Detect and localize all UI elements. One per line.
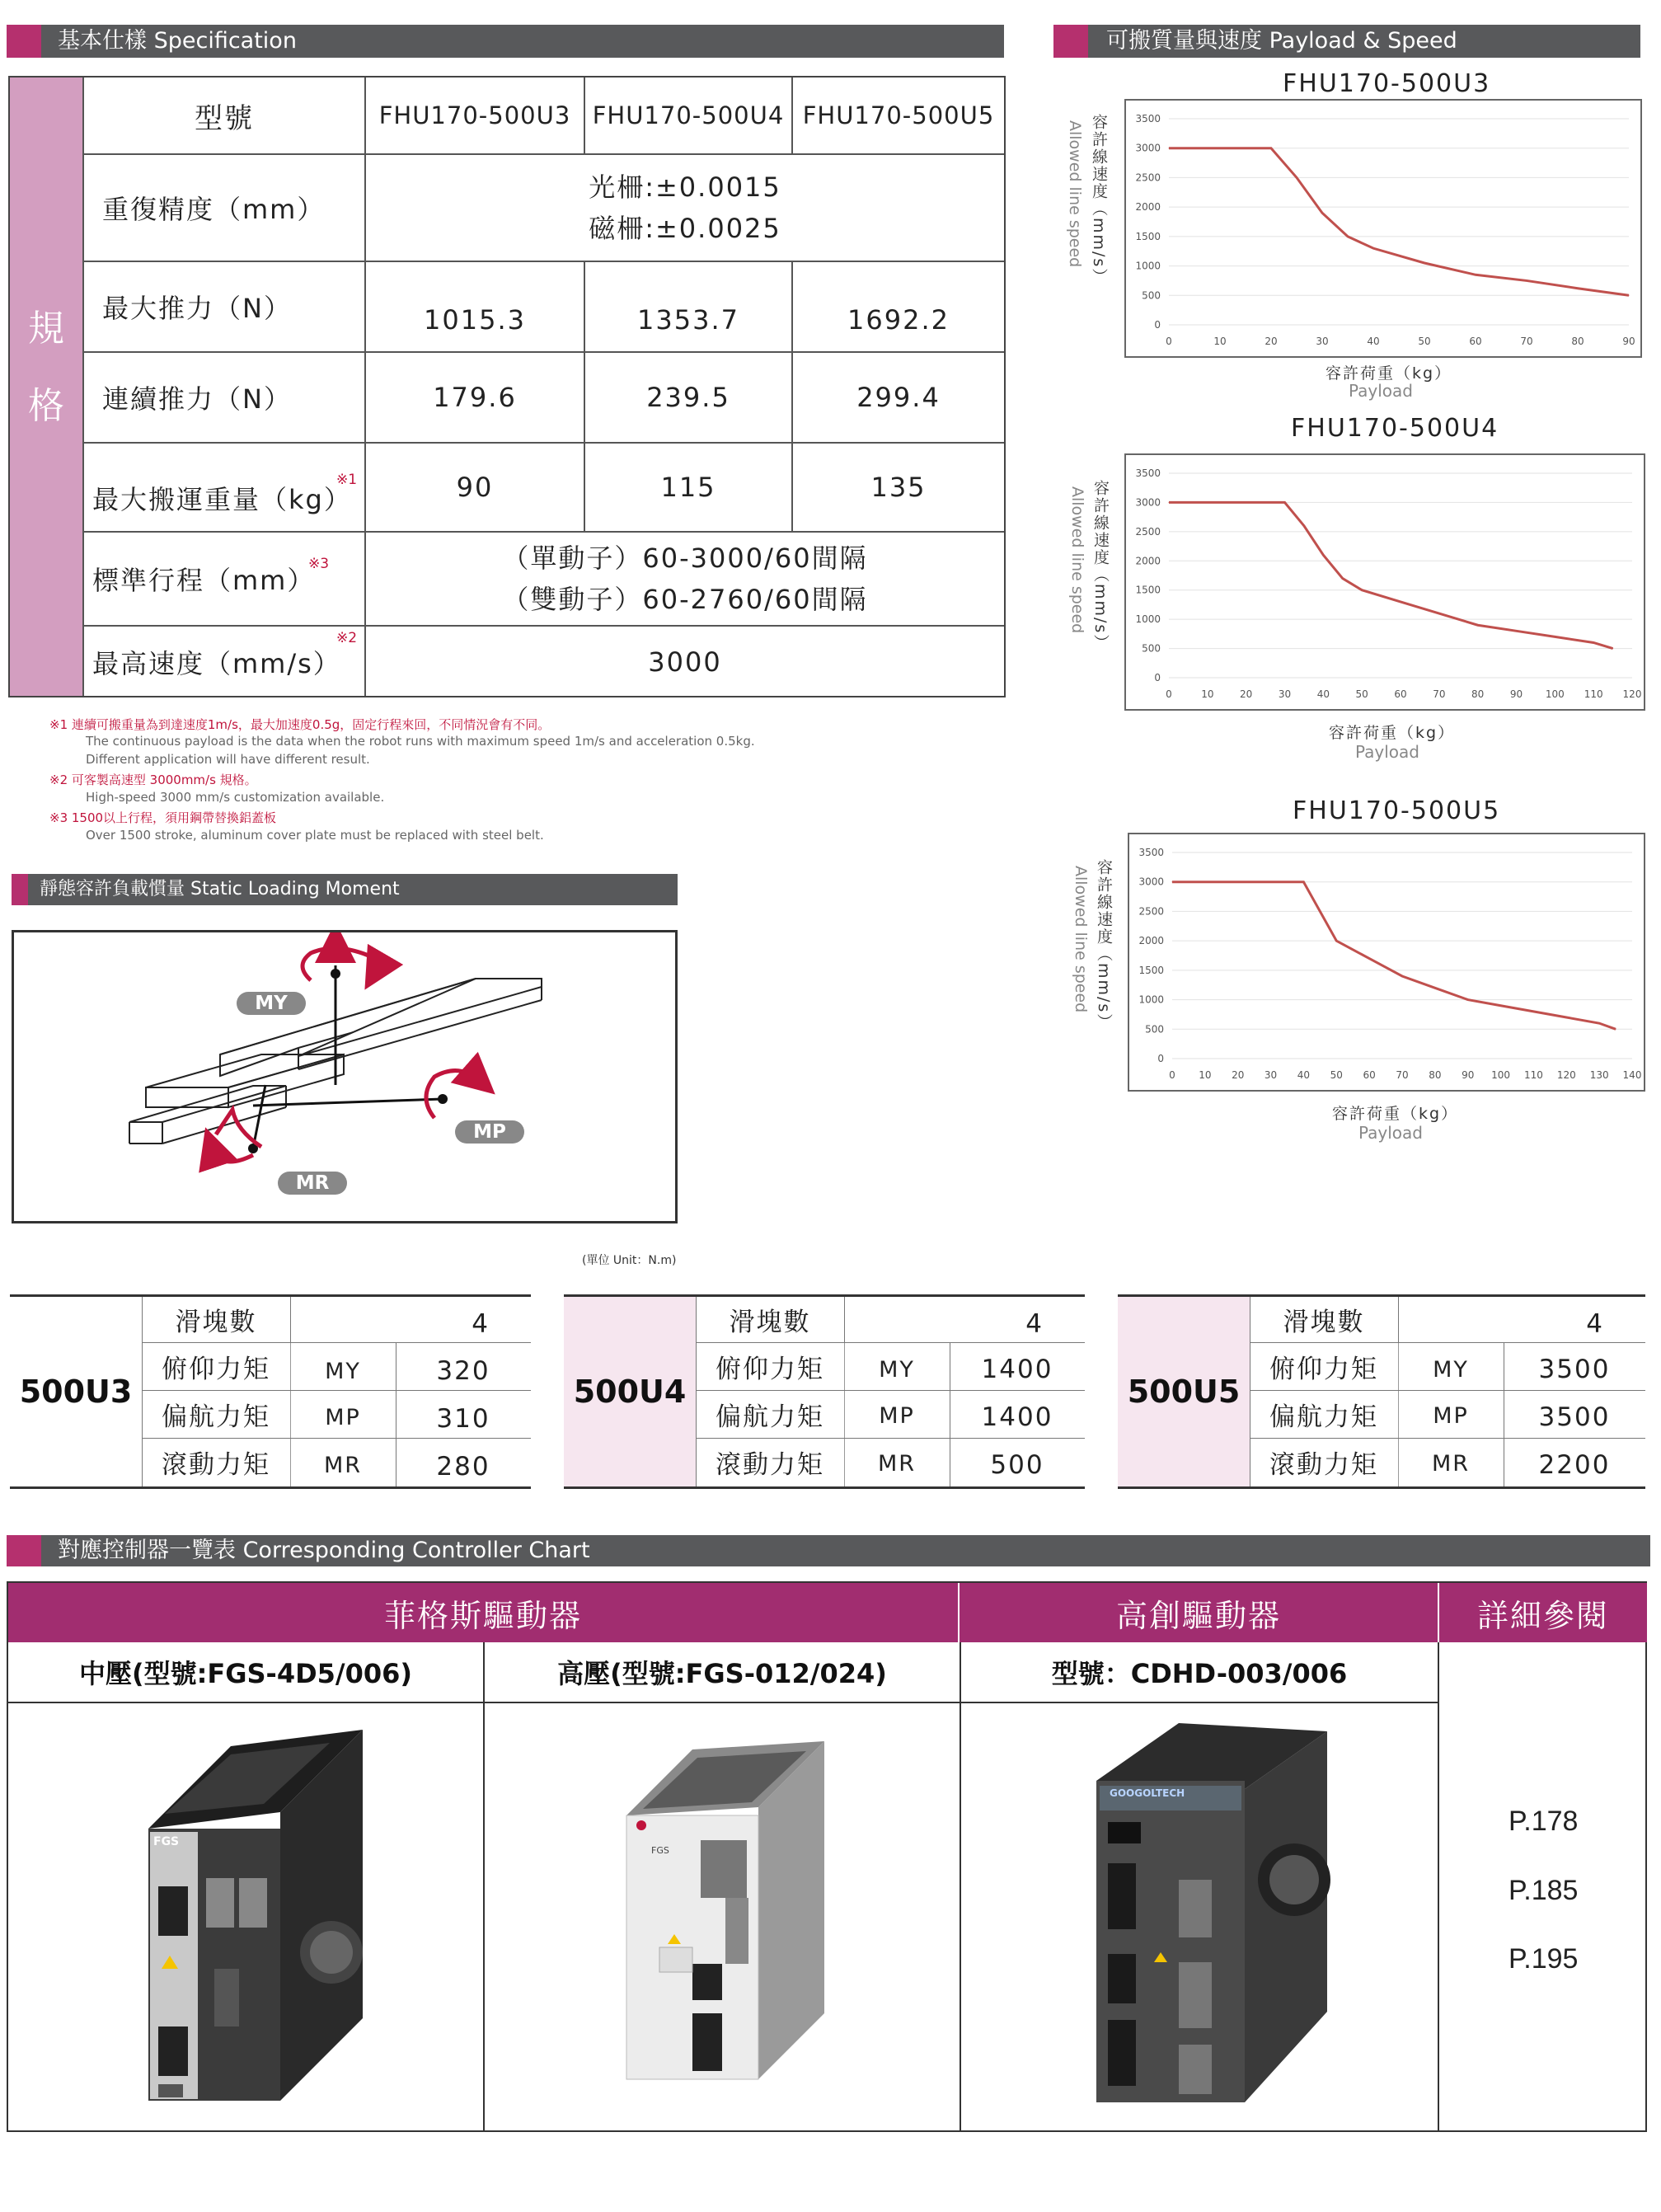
cont-thrust-u5: 299.4 (856, 382, 941, 413)
y-tick-label: 500 (1145, 1023, 1164, 1036)
moment-section-title: 靜態容許負載慣量 Static Loading Moment (40, 879, 400, 899)
y-tick-label: 0 (1154, 672, 1161, 683)
roll-moment-code: MR (877, 1450, 917, 1477)
x-tick-label: 30 (1264, 1069, 1278, 1081)
chart-ylabel-en-u4: Allowed line speed (1068, 486, 1086, 634)
chart-u4 (1124, 453, 1645, 711)
data-point (1629, 295, 1630, 296)
chart-title-u4: FHU170-500U4 (1291, 414, 1499, 443)
data-point (1303, 525, 1304, 526)
repeatability-value (366, 155, 1004, 261)
cdhd-drive-image (1088, 1715, 1335, 2111)
stroke-single: （單動子）60-3000/60間隔 (502, 542, 868, 574)
x-tick-label: 110 (1523, 1069, 1543, 1081)
x-tick-label: 10 (1213, 336, 1227, 347)
pitch-moment-label: 俯仰力矩 (716, 1354, 824, 1384)
y-tick-label: 1500 (1138, 964, 1164, 976)
x-tick-label: 70 (1396, 1069, 1409, 1081)
fgs-mid-drive-image (140, 1721, 371, 2109)
chart-xlabel-en-u3: Payload (1349, 381, 1413, 401)
y-tick-label: 500 (1142, 289, 1161, 302)
x-tick-label: 60 (1469, 336, 1482, 347)
chart-ylabel-en-u5: Allowed line speed (1072, 866, 1090, 1013)
x-tick-label: 80 (1571, 336, 1584, 347)
max-thrust-u3: 1015.3 (424, 304, 526, 336)
speed-series-line (1169, 148, 1629, 296)
yaw-moment-code: MP (325, 1404, 361, 1430)
x-tick-label: 70 (1520, 336, 1533, 347)
x-tick-label: 60 (1394, 688, 1407, 700)
fgs-driver-header: 菲格斯驅動器 (8, 1583, 958, 1642)
spec-section-header (7, 25, 1004, 58)
model-u4: FHU170-500U4 (592, 101, 785, 129)
max-thrust-label: 最大推力（N） (102, 293, 292, 324)
x-tick-label: 30 (1316, 336, 1329, 347)
section-marker (1053, 25, 1088, 58)
col-divider (1438, 1583, 1439, 1642)
note-3: ※3 1500以上行程，須用鋼帶替換鋁蓋板 (49, 810, 277, 825)
section-marker (7, 25, 41, 58)
x-tick-label: 0 (1166, 336, 1172, 347)
x-tick-label: 20 (1240, 688, 1253, 700)
reference-header: 詳細參閱 (1439, 1583, 1647, 1642)
pitch-moment-code: MY (325, 1358, 361, 1384)
data-point (1336, 941, 1337, 942)
cont-thrust-label: 連續推力（N） (102, 383, 292, 415)
x-tick-label: 90 (1462, 1069, 1475, 1081)
x-tick-label: 50 (1330, 1069, 1343, 1081)
roll-moment-code: MR (1431, 1450, 1471, 1477)
note-mark-2: ※2 (336, 630, 358, 646)
col-divider (483, 1642, 485, 2130)
x-tick-label: 100 (1545, 688, 1565, 700)
block-count-label: 滑塊數 (175, 1308, 257, 1337)
moment-model-label: 500U3 (19, 1374, 133, 1410)
data-point (1566, 1017, 1567, 1018)
data-point (1322, 213, 1323, 214)
fgs-high-voltage-model: 高壓(型號:FGS-012/024) (557, 1658, 887, 1689)
data-point (1369, 958, 1370, 959)
page-ref-178[interactable]: P.178 (1509, 1806, 1579, 1837)
data-point (1424, 263, 1425, 264)
section-marker (12, 874, 28, 905)
data-point (1500, 1005, 1501, 1006)
stroke-value (366, 533, 1004, 625)
chart-plot-u5 (1129, 834, 1644, 1090)
y-tick-label: 2000 (1135, 555, 1161, 567)
max-payload-label: 最大搬運重量（kg） (92, 484, 352, 515)
spec-side-label (10, 77, 82, 696)
note-1-en: The continuous payload is the data when the robot runs with maximum speed 1m/s and acceleration 0.5kg. (86, 734, 755, 749)
cdhd-model: 型號：CDHD-003/006 (1051, 1658, 1348, 1689)
roll-moment-label: 滾動力矩 (162, 1449, 270, 1480)
speed-section-title: 可搬質量與速度 Payload & Speed (1106, 28, 1457, 54)
col-divider (958, 1583, 960, 1642)
chart-xlabel-cn-u3: 容許荷重（kg） (1326, 364, 1452, 383)
x-tick-label: 30 (1278, 688, 1292, 700)
stroke-double: （雙動子）60-2760/60間隔 (502, 584, 868, 615)
data-point (1467, 999, 1468, 1000)
section-marker (7, 1535, 41, 1566)
data-point (1348, 236, 1349, 237)
side-char-2: 格 (28, 385, 64, 427)
col-divider (1438, 1642, 1439, 2130)
yaw-moment-label: 偏航力矩 (162, 1402, 270, 1432)
data-point (1373, 248, 1374, 249)
note-1: ※1 連續可搬重量為到達速度1m/s，最大加速度0.5g，固定行程來回，不同情況會有不同。 (49, 717, 551, 732)
data-point (1612, 648, 1613, 649)
block-count-value: 4 (472, 1308, 490, 1339)
y-tick-label: 1500 (1135, 230, 1161, 242)
cont-thrust-u3: 179.6 (433, 382, 517, 413)
note-2-en: High-speed 3000 mm/s customization available. (86, 790, 385, 805)
fgs-high-drive-image (618, 1733, 833, 2096)
x-tick-label: 90 (1509, 688, 1523, 700)
note-2: ※2 可客製高速型 3000mm/s 規格。 (49, 773, 257, 787)
googoltech-logo-text: GOOGOLTECH (1110, 1787, 1185, 1799)
spec-table (8, 76, 1006, 697)
x-tick-label: 120 (1556, 1069, 1576, 1081)
data-point (1533, 1011, 1534, 1012)
chart-ylabel-cn-u3: 容許線速度（mm/s） (1090, 114, 1108, 286)
x-tick-label: 80 (1471, 688, 1485, 700)
roll-moment-label: 滾動力矩 (716, 1449, 824, 1480)
data-point (1593, 642, 1594, 643)
note-mark-1: ※1 (336, 472, 358, 488)
repeatability-label: 重復精度（mm） (102, 194, 326, 225)
max-payload-u3: 90 (456, 472, 494, 503)
chart-u3 (1124, 99, 1642, 358)
data-point (1362, 589, 1363, 590)
x-tick-label: 20 (1265, 336, 1278, 347)
page-ref-195[interactable]: P.195 (1509, 1943, 1579, 1975)
model-header-label: 型號 (195, 101, 254, 135)
data-point (1402, 976, 1403, 977)
data-point (1516, 631, 1517, 632)
x-tick-label: 0 (1166, 688, 1172, 700)
note-3-en: Over 1500 stroke, aluminum cover plate must be replaced with steel belt. (86, 828, 544, 843)
data-point (1169, 502, 1170, 503)
moment-table-u4 (564, 1294, 1085, 1489)
block-count-label: 滑塊數 (1283, 1308, 1365, 1337)
fgs-mid-logo-text: FGS (153, 1835, 180, 1848)
roll-moment-value: 2200 (1538, 1450, 1611, 1480)
max-speed-label: 最高速度（mm/s） (92, 648, 341, 679)
page-ref-185[interactable]: P.185 (1509, 1875, 1579, 1906)
roll-moment-label: 滾動力矩 (1269, 1449, 1378, 1480)
yaw-moment-value: 310 (436, 1404, 490, 1434)
moment-section-header (12, 874, 678, 905)
data-point (1434, 988, 1435, 989)
chart-xlabel-cn-u5: 容許荷重（kg） (1332, 1105, 1459, 1123)
data-point (1477, 625, 1478, 626)
col-divider (960, 1642, 961, 2130)
chart-u5 (1128, 833, 1645, 1092)
y-tick-label: 2000 (1135, 201, 1161, 214)
data-point (1323, 555, 1324, 556)
yaw-moment-code: MP (1433, 1402, 1469, 1429)
yaw-moment-label: 偏航力矩 (1269, 1402, 1378, 1432)
x-tick-label: 80 (1429, 1069, 1442, 1081)
chart-ylabel-en-u3: Allowed line speed (1066, 120, 1084, 268)
pitch-moment-value: 3500 (1538, 1355, 1611, 1384)
speed-series-line (1172, 882, 1616, 1030)
y-tick-label: 1000 (1135, 260, 1161, 272)
block-count-value: 4 (1586, 1308, 1604, 1339)
label-mr: MR (295, 1172, 330, 1194)
x-tick-label: 10 (1199, 1069, 1212, 1081)
y-tick-label: 0 (1157, 1053, 1164, 1064)
data-point (1438, 613, 1439, 614)
controller-section-header (7, 1535, 1650, 1566)
pitch-moment-label: 俯仰力矩 (162, 1354, 270, 1384)
unit-note: (單位 Unit：N.m) (582, 1254, 677, 1267)
chart-ylabel-cn-u5: 容許線速度（mm/s） (1095, 859, 1113, 1031)
label-my: MY (255, 993, 288, 1014)
chart-xlabel-en-u4: Payload (1355, 742, 1419, 762)
data-point (1578, 288, 1579, 289)
max-payload-u4: 115 (660, 472, 716, 503)
moment-table-u3 (10, 1294, 531, 1489)
speed-section-header (1053, 25, 1640, 58)
fgs-mid-voltage-model: 中壓(型號:FGS-4D5/006) (78, 1658, 413, 1689)
x-tick-label: 60 (1363, 1069, 1376, 1081)
y-tick-label: 500 (1142, 642, 1161, 655)
pitch-moment-label: 俯仰力矩 (1269, 1354, 1378, 1384)
stroke-label: 標準行程（mm） (92, 565, 316, 596)
y-tick-label: 1000 (1135, 613, 1161, 626)
model-u5: FHU170-500U5 (802, 101, 995, 129)
roll-moment-code: MR (323, 1452, 363, 1478)
yaw-moment-value: 1400 (981, 1402, 1053, 1432)
yaw-moment-value: 3500 (1538, 1402, 1611, 1432)
roll-moment-value: 280 (436, 1452, 490, 1482)
note-mark-3: ※3 (308, 556, 330, 572)
y-tick-label: 2000 (1138, 935, 1164, 947)
chart-xlabel-cn-u4: 容許荷重（kg） (1329, 724, 1456, 742)
chart-ylabel-cn-u4: 容許線速度（mm/s） (1091, 480, 1110, 652)
fgs-high-logo-text: FGS (651, 1845, 669, 1856)
x-tick-label: 40 (1297, 1069, 1311, 1081)
label-mp: MP (473, 1121, 506, 1143)
chart-title-u3: FHU170-500U3 (1283, 69, 1491, 98)
repeatability-grating: 光柵:±0.0015 (589, 171, 781, 203)
row-divider (8, 1702, 1439, 1703)
repeatability-magnetic: 磁柵:±0.0025 (589, 213, 781, 244)
y-tick-label: 3500 (1138, 847, 1164, 858)
data-point (1303, 881, 1304, 882)
x-tick-label: 130 (1589, 1069, 1609, 1081)
googol-driver-header: 高創驅動器 (960, 1583, 1438, 1642)
x-tick-label: 40 (1367, 336, 1380, 347)
x-tick-label: 110 (1584, 688, 1603, 700)
block-count-value: 4 (1025, 1308, 1044, 1339)
controller-table (7, 1581, 1647, 2132)
controller-section-title: 對應控制器一覽表 Corresponding Controller Chart (58, 1538, 590, 1563)
data-point (1599, 1023, 1600, 1024)
y-tick-label: 2500 (1135, 171, 1161, 184)
y-tick-label: 2500 (1138, 905, 1164, 918)
pitch-moment-code: MY (879, 1356, 915, 1383)
x-tick-label: 140 (1622, 1069, 1642, 1081)
chart-plot-u4 (1126, 455, 1644, 709)
x-tick-label: 100 (1491, 1069, 1511, 1081)
yaw-moment-label: 偏航力矩 (716, 1402, 824, 1432)
x-tick-label: 40 (1316, 688, 1330, 700)
x-tick-label: 120 (1622, 688, 1642, 700)
chart-title-u5: FHU170-500U5 (1293, 796, 1501, 825)
moment-table-u5 (1118, 1294, 1645, 1489)
block-count-label: 滑塊數 (729, 1308, 811, 1337)
moment-diagram (12, 930, 678, 1223)
data-point (1284, 502, 1285, 503)
max-speed-value: 3000 (648, 646, 722, 678)
x-tick-label: 10 (1201, 688, 1214, 700)
chart-xlabel-en-u5: Payload (1358, 1123, 1423, 1143)
data-point (1342, 578, 1343, 579)
speed-series-line (1169, 502, 1613, 648)
y-tick-label: 3000 (1135, 142, 1161, 154)
cont-thrust-u4: 239.5 (646, 382, 730, 413)
x-tick-label: 50 (1418, 336, 1431, 347)
x-tick-label: 0 (1169, 1069, 1175, 1081)
y-tick-label: 3500 (1135, 467, 1161, 479)
max-thrust-u4: 1353.7 (637, 304, 739, 336)
pitch-moment-value: 320 (436, 1356, 490, 1386)
x-tick-label: 50 (1355, 688, 1368, 700)
y-tick-label: 0 (1154, 319, 1161, 331)
side-char-1: 規 (28, 308, 64, 350)
max-payload-u5: 135 (870, 472, 927, 503)
moment-model-label: 500U5 (1127, 1374, 1241, 1410)
y-tick-label: 3000 (1138, 876, 1164, 888)
y-tick-label: 3000 (1135, 496, 1161, 509)
y-tick-label: 2500 (1135, 525, 1161, 538)
chart-plot-u3 (1126, 101, 1640, 356)
x-tick-label: 70 (1433, 688, 1446, 700)
spec-section-title: 基本仕樣 Specification (58, 28, 297, 54)
roll-moment-value: 500 (990, 1450, 1044, 1480)
y-tick-label: 1000 (1138, 993, 1164, 1006)
y-tick-label: 1500 (1135, 584, 1161, 596)
x-tick-label: 90 (1622, 336, 1635, 347)
data-point (1172, 881, 1173, 882)
pitch-moment-code: MY (1433, 1356, 1469, 1383)
x-tick-label: 20 (1232, 1069, 1245, 1081)
pitch-moment-value: 1400 (981, 1355, 1053, 1384)
y-tick-label: 3500 (1135, 113, 1161, 124)
yaw-moment-code: MP (879, 1402, 915, 1429)
moment-model-label: 500U4 (573, 1374, 687, 1410)
note-1-en-2: Different application will have different result. (86, 752, 370, 767)
model-u3: FHU170-500U3 (378, 101, 571, 129)
max-thrust-u5: 1692.2 (847, 304, 950, 336)
